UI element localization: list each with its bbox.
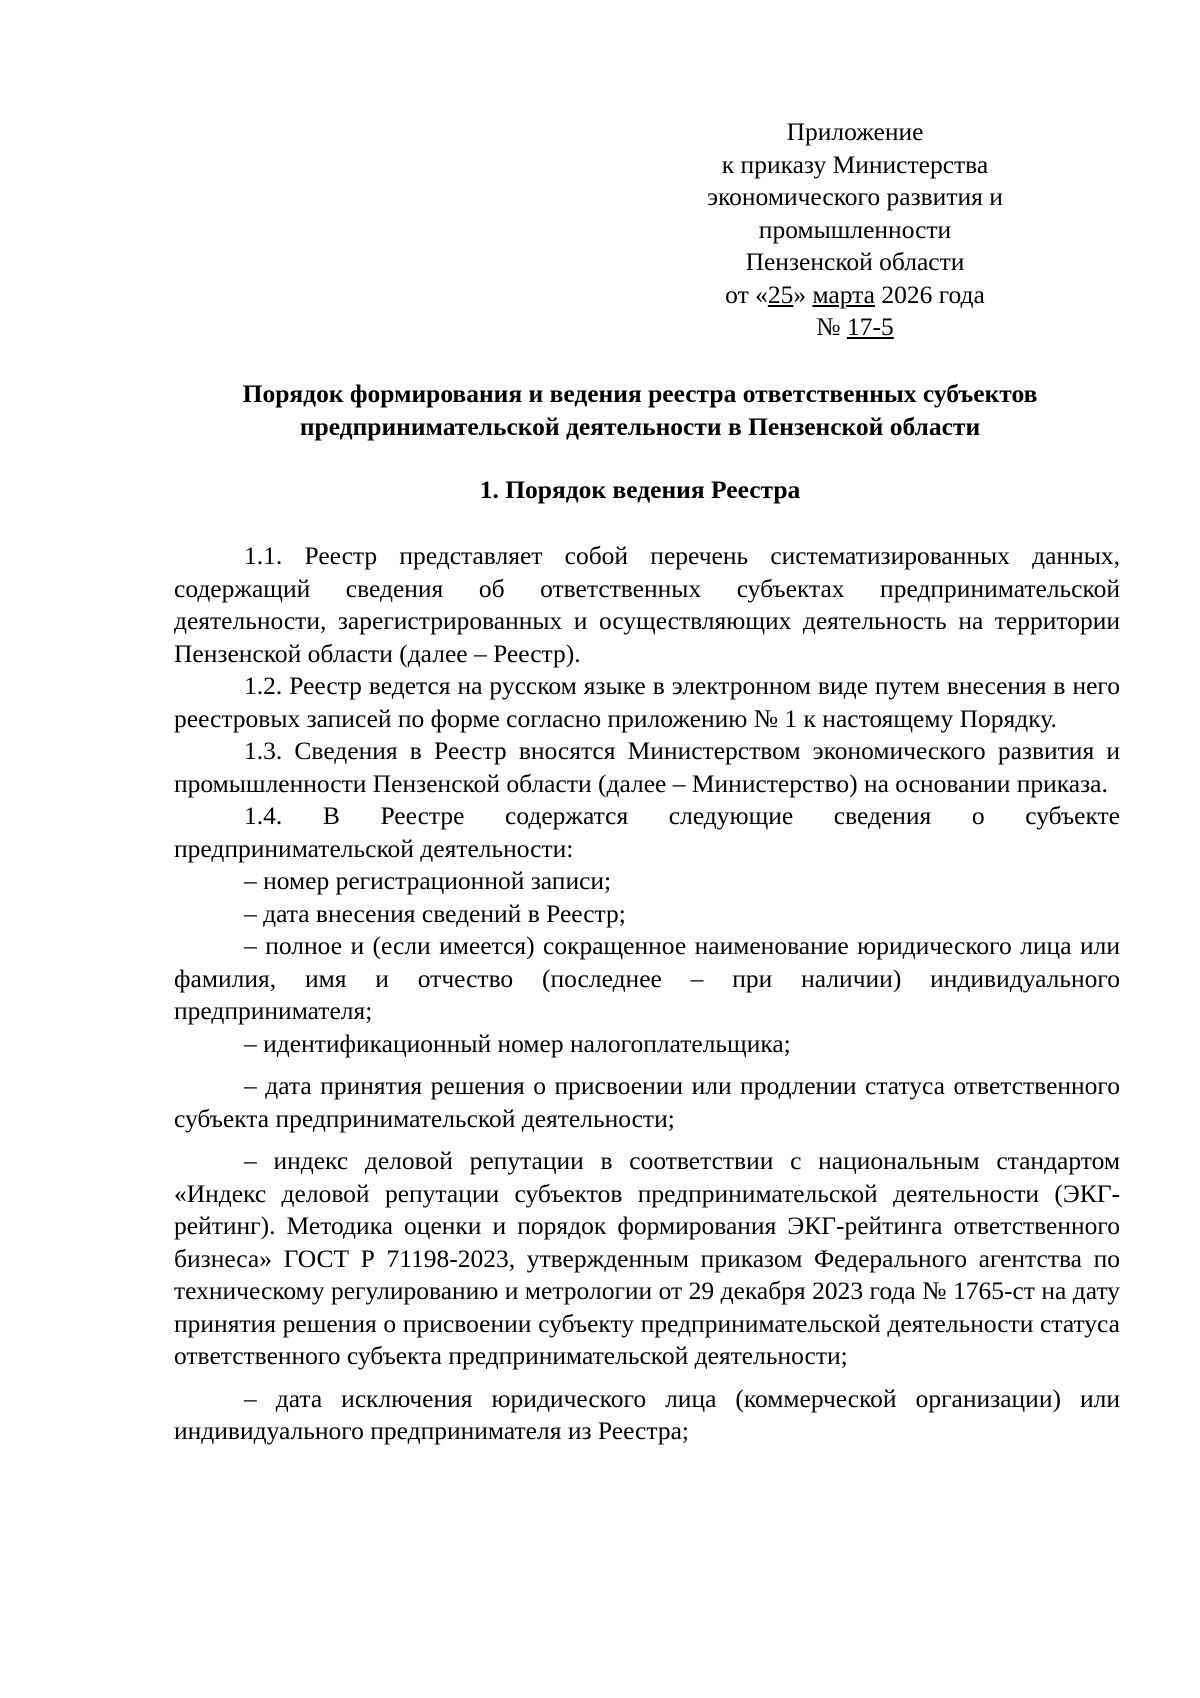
order-date-month: марта [812, 279, 875, 309]
ministry-name-line2: промышленности [758, 214, 952, 244]
list-item: – номер регистрационной записи; [244, 866, 612, 895]
ministry-name-line1: экономического развития и [707, 182, 1003, 211]
order-date-day: 25 [767, 279, 794, 309]
section-body [174, 540, 1120, 1448]
paragraph-1-3: 1.3. Сведения в Реестр вносятся Министерством экономического развития и промышленности Пензенской области (далее – Министерство) на основании приказа. [174, 736, 1120, 798]
list-item: – идентификационный номер налогоплательщика; [244, 1028, 791, 1058]
list-item: – дата внесения сведений в Реестр; [244, 898, 626, 928]
paragraph-1-2: 1.2. Реестр ведется на русском языке в электронном виде путем внесения в него реестровых записей по форме согласно приложению № 1 к настоящему Порядку. [174, 671, 1120, 733]
paragraph-1-1: 1.1. Реестр представляет собой перечень систематизированных данных, содержащий сведения об ответственных субъектах предпринимательской деятельности, зарегистрированных и осуществляющих деятельность на территории Пензенской области (далее – Реестр). [174, 541, 1120, 668]
order-reference: к приказу Министерства [721, 149, 989, 179]
region-name: Пензенской области [745, 247, 965, 276]
section-heading: 1. Порядок ведения Реестра [479, 475, 801, 504]
list-item: – индекс деловой репутации в соответствии с национальным стандартом «Индекс деловой репутации субъектов предпринимательской деятельности (ЭКГ-рейтинг). Методика оценки и порядок формирования ЭКГ-рейтинга ответственного бизнеса» ГОСТ Р 71198-2023, утвержденным приказом Федерального агентства по техническому регулированию и метрологии от 29 декабря 2023 года № 1765-ст на дату принятия решения о присвоении субъекту предпринимательской деятельности статуса ответственного субъекта предпринимательской деятельности; [174, 1146, 1120, 1370]
document-title-line2: предпринимательской деятельности в Пензенской области [299, 411, 981, 441]
order-number: № 17-5 [816, 312, 894, 341]
list-item: – дата принятия решения о присвоении или продлении статуса ответственного субъекта предпринимательской деятельности; [174, 1071, 1120, 1133]
appendix-label: Приложение [786, 117, 924, 146]
document-title-line1: Порядок формирования и ведения реестра ответственных субъектов [242, 379, 1038, 408]
list-item: – полное и (если имеется) сокращенное наименование юридического лица или фамилия, имя и отчество (последнее – при наличии) индивидуального предпринимателя; [174, 931, 1120, 1025]
paragraph-1-4: 1.4. В Реестре содержатся следующие сведения о субъекте предпринимательской деятельности: [174, 801, 1120, 863]
order-number-value: 17-5 [846, 312, 894, 341]
appendix-header [650, 116, 1060, 344]
order-date: от «25» марта 2026 года [725, 279, 985, 309]
list-item: – дата исключения юридического лица (коммерческой организации) или индивидуального предпринимателя из Реестра; [174, 1383, 1120, 1445]
document-title [160, 378, 1120, 443]
